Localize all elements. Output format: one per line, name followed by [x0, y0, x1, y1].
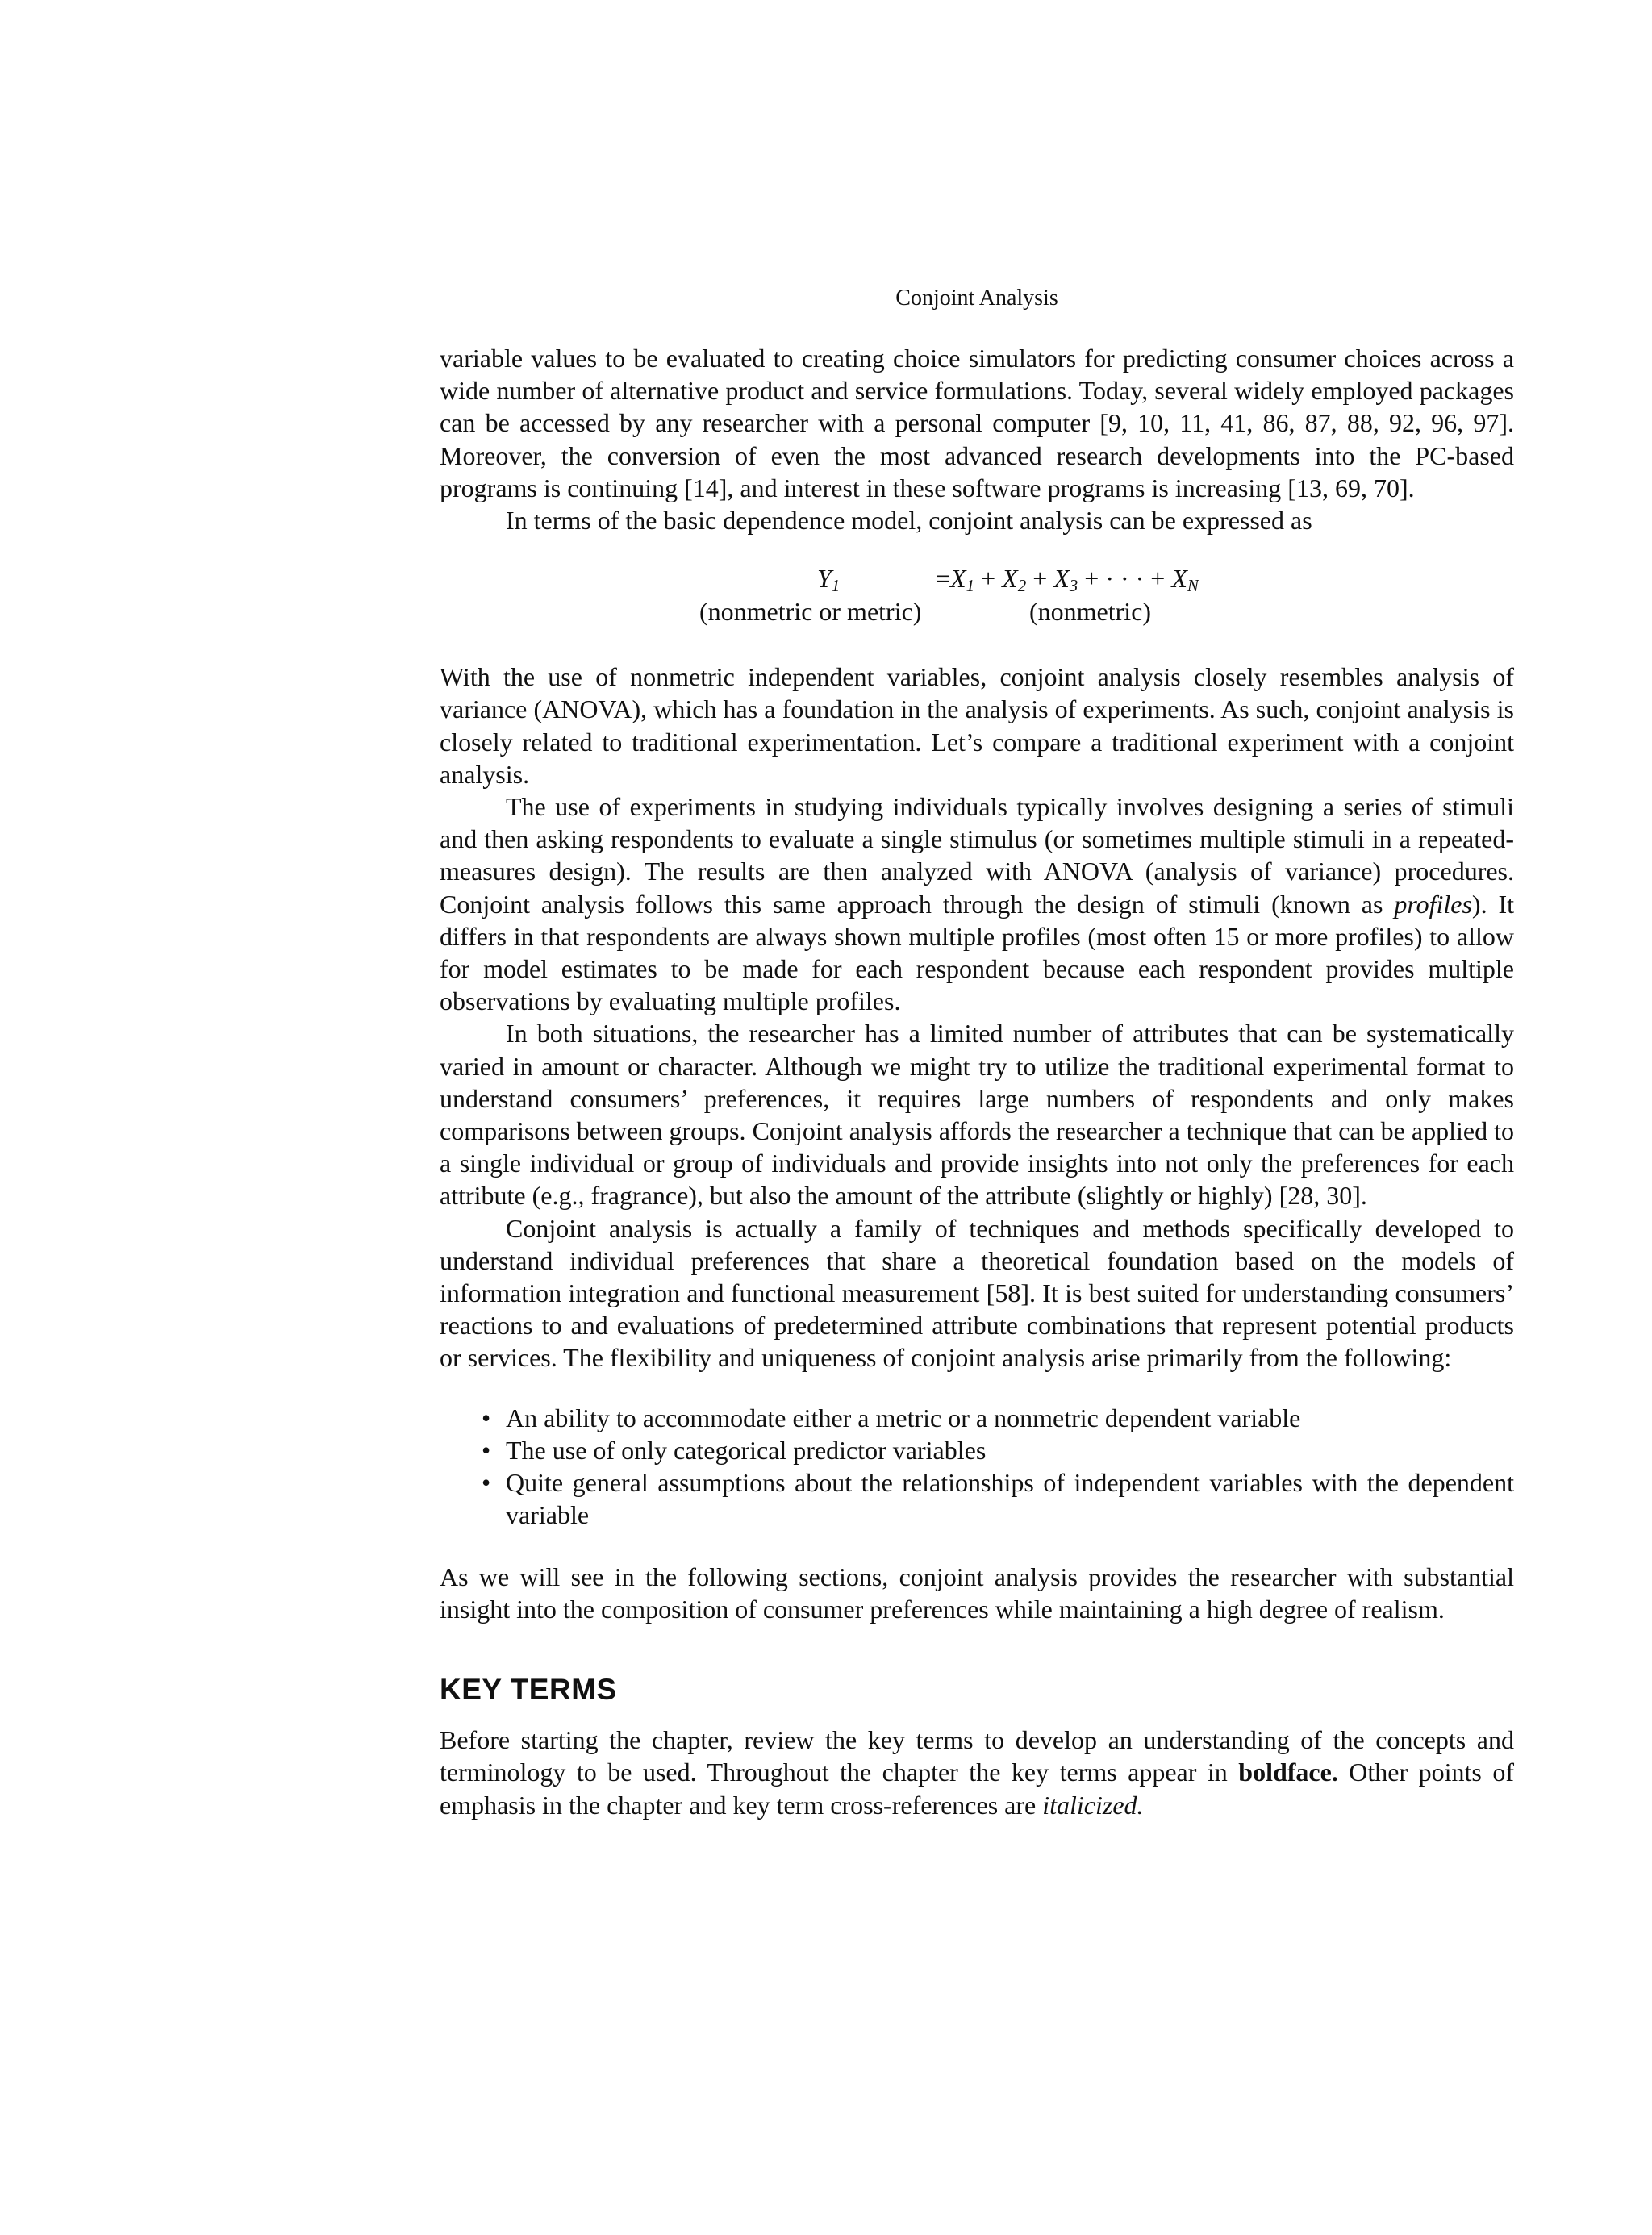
list-item: • An ability to accommodate either a metric or a nonmetric dependent variable	[440, 1402, 1514, 1434]
equation-rhs-label: (nonmetric)	[1029, 597, 1152, 627]
equation-rhs: $=X_1 + X_2 + X_3$ + · · · + $X_N$	[936, 564, 1199, 596]
situations-paragraph: In both situations, the researcher has a limited number of attributes that can be systematically varied in amount or character. Although we might try to utilize the traditional experimental format to understand consumers’ preferences, it requires large numbers of respondents and only makes comparisons between groups. Conjoint analysis affords the researcher a technique that can be applied to a single individual or group of individuals and provide insights into not only the preferences for each attribute (e.g., fragrance), but also the amount of the attribute (slightly or highly) [28, 30].	[440, 1019, 1514, 1211]
body-column	[440, 342, 1514, 1821]
equation-lhs-label: (nonmetric or metric)	[699, 597, 922, 627]
equation-lhs: $Y_1$	[817, 564, 841, 596]
bullet-icon: •	[482, 1435, 491, 1465]
key-terms-heading: KEY TERMS	[440, 1672, 617, 1706]
anova-paragraph: With the use of nonmetric independent variables, conjoint analysis closely resembles analysis of variance (ANOVA), which has a foundation in the analysis of experiments. As such, conjoint analysis is closely related to traditional experimentation. Let’s compare a traditional experiment with a conjoint analysis.	[440, 662, 1514, 789]
conjoint-equation	[440, 562, 1514, 640]
key-terms-paragraph: Before starting the chapter, review the key terms to develop an understanding of the concepts and terminology to be used. Throughout the chapter the key terms appear in boldface. Other points of emphasis in the chapter and key term cross-references are italicized.	[440, 1725, 1515, 1820]
intro-paragraph: variable values to be evaluated to creating choice simulators for predicting consumer choices across a wide number of alternative product and service formulations. Today, several widely employed packages can be accessed by any researcher with a personal computer [9, 10, 11, 41, 86, 87, 88, 92, 96, 97]. Moreover, the conversion of even the most advanced research developments into the PC-based programs is continuing [14], and interest in these software programs is increasing [13, 69, 70].	[440, 344, 1514, 502]
closing-paragraph: As we will see in the following sections, conjoint analysis provides the researcher with substantial insight into the composition of consumer preferences while maintaining a high degree of realism.	[440, 1562, 1514, 1624]
flexibility-list	[440, 1402, 1514, 1532]
family-paragraph: Conjoint analysis is actually a family of techniques and methods specifically developed to understand individual preferences that share a theoretical foundation based on the models of information integration and functional measurement [58]. It is best suited for understanding consumers’ reactions to and evaluations of predetermined attribute combinations that represent potential products or services. The flexibility and uniqueness of conjoint analysis arise primarily from the following:	[440, 1213, 1514, 1373]
list-item: • Quite general assumptions about the relationships of independent variables with the dependent variable	[482, 1468, 1514, 1530]
profiles-term: profiles	[1394, 889, 1472, 919]
experiments-paragraph: The use of experiments in studying individuals typically involves designing a series of stimuli and then asking respondents to evaluate a single stimulus (or sometimes multiple stimuli in a repeated-measures design). The results are then analyzed with ANOVA (analysis of variance) procedures. Conjoint analysis follows this same approach through the design of stimuli (known as profiles). It differs in that respondents are always shown multiple profiles (most often 15 or more profiles) to allow for model estimates to be made for each respondent because each respondent provides multiple observations by evaluating multiple profiles.	[440, 792, 1515, 1016]
list-item: • The use of only categorical predictor variables	[440, 1434, 1514, 1466]
running-head: Conjoint Analysis	[895, 286, 1058, 311]
boldface-term: boldface.	[1238, 1758, 1338, 1787]
bullet-icon: •	[482, 1403, 491, 1432]
bullet-icon: •	[482, 1468, 491, 1498]
italicized-term: italicized.	[1042, 1790, 1144, 1820]
dependence-model-intro: In terms of the basic dependence model, conjoint analysis can be expressed as	[506, 506, 1312, 536]
